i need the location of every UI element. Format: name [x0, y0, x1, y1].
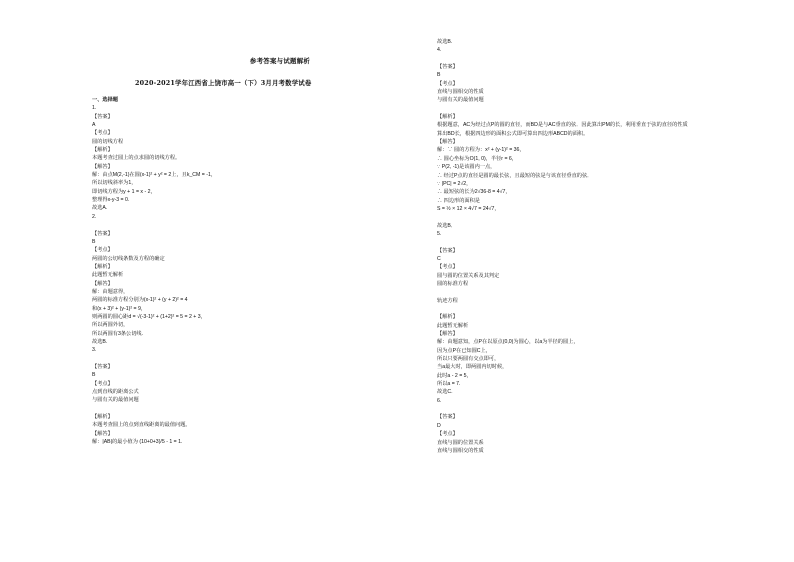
text-line: 解：∵ 圆的方程为：x² + (y-1)² = 36，	[437, 147, 525, 154]
text-line	[92, 221, 216, 229]
text-line: 【解答】	[437, 331, 458, 338]
text-line: 和(x + 3)² + (y-1)² = 9，	[92, 305, 147, 312]
text-line: 所以两圆有3条公切线.	[92, 330, 144, 337]
text-line: ∴ 圆心坐标为O(1, 0)，半径r = 6，	[437, 155, 517, 162]
text-line: 【解答】	[437, 139, 458, 146]
text-line: 【解答】	[92, 163, 113, 170]
document-title: 参考答案与试题解析	[249, 57, 311, 65]
text-line	[92, 405, 216, 413]
text-line: B	[92, 238, 96, 245]
text-line: 4.	[437, 47, 442, 54]
text-line: 解：|AB|的最小值为 (10+0+3)/5 - 1 = 1.	[92, 439, 183, 446]
text-line: ∴ 经过P点的直径是圆的最长弦，且最短的弦是与该直径垂直的弦．	[437, 172, 593, 179]
text-line: D	[437, 422, 441, 429]
text-line: 与圆有关的最值问题	[92, 397, 139, 404]
text-line: 所以两圆外切，	[92, 322, 129, 329]
text-line: 所以切线斜率为1，	[92, 180, 137, 187]
text-line: 【解答】	[92, 430, 113, 437]
text-line: 解：由点M(2,-1)在圆(x-1)² + y² = 2上，且k_CM = -1，	[92, 172, 217, 179]
text-line: 故选B.	[92, 338, 108, 345]
left-column	[92, 96, 216, 446]
text-line: 两圆的公切线条数及方程的确定	[92, 255, 165, 262]
text-line: 【解析】	[437, 114, 458, 121]
text-line: 【考点】	[92, 130, 113, 137]
text-line: 即切线方程为y + 1 = x - 2，	[92, 188, 156, 195]
text-line	[437, 305, 688, 313]
text-line	[437, 55, 688, 63]
text-line: 与圆有关的最值问题	[437, 97, 484, 104]
text-line: 算出BD长，根据四边形的面积公式即可算出四边形ABCD的面积。	[437, 130, 589, 137]
text-line: 【解答】	[92, 280, 113, 287]
text-line	[437, 105, 688, 113]
text-line: 则两圆的圆心距d = √(-3-1)² + (1+2)² = 5 = 2 + 3，	[92, 313, 206, 320]
text-line: 直线与圆相交的性质	[437, 89, 484, 96]
text-line: 因为点P在已知圆C上，	[437, 347, 491, 354]
text-line: 3.	[92, 347, 97, 354]
text-line: 解：由题意得，	[92, 288, 129, 295]
text-line: ∴ 四边形的面积是	[437, 197, 480, 204]
text-line: 1.	[92, 105, 97, 112]
text-line: 圆的切线方程	[92, 138, 124, 145]
text-line: ∵ |PC| = 2√2，	[437, 180, 472, 187]
text-line: 解：由题意知，点P在以原点(0,0)为圆心，以a为半径的圆上，	[437, 339, 579, 346]
text-line: A	[92, 122, 96, 129]
text-line: 2.	[92, 213, 97, 220]
text-line: 【答案】	[437, 64, 458, 71]
text-line: 整理得x-y-3 = 0.	[92, 197, 130, 204]
text-line: C	[437, 255, 441, 262]
text-line: 此题暂无解析	[437, 322, 469, 329]
text-line: 【考点】	[92, 380, 113, 387]
text-line: 【考点】	[92, 247, 113, 254]
text-line: 所以只要两圆有交点即可，	[437, 356, 500, 363]
text-line: 轨迹方程	[437, 297, 458, 304]
text-line: 此时a - 2 = 5，	[437, 372, 472, 379]
document-subtitle: 2020-2021学年江西省上饶市高一（下）3月月考数学试卷	[135, 79, 312, 87]
text-line: 根据题意，AC为经过点P的圆的直径，而BD是与AC垂直的弦．因此算出PM的长，利用垂直于弦的直径的性质	[437, 122, 688, 129]
text-line: 5.	[437, 230, 442, 237]
text-line: 直线与圆的位置关系	[437, 439, 484, 446]
text-line: 【解析】	[437, 314, 458, 321]
text-line: ∴ 最短弦的长为2√36-8 = 4√7，	[437, 189, 511, 196]
text-line: 本题考查圆上的点到直线距离的最值问题。	[92, 422, 191, 429]
text-line: 6.	[437, 397, 442, 404]
text-line: B	[437, 72, 441, 79]
text-line: 【答案】	[92, 364, 113, 370]
section-heading: 一、选择题	[92, 97, 118, 103]
text-line: 所以a = 7.	[437, 381, 461, 388]
text-line	[437, 213, 688, 221]
text-line: 圆与圆的位置关系及其判定	[437, 272, 500, 279]
text-line: 【答案】	[437, 247, 458, 254]
text-line: 故选B．	[437, 222, 457, 229]
text-line: 圆的标准方程	[437, 280, 469, 287]
text-line: 【考点】	[437, 264, 458, 271]
text-line: 点到直线的距离公式	[92, 389, 139, 396]
right-column	[437, 38, 688, 455]
text-line: B	[92, 372, 96, 379]
text-line: 【考点】	[437, 80, 458, 87]
text-line: S = ½ × 12 × 4√7 = 24√7，	[437, 205, 500, 212]
text-line	[437, 405, 688, 413]
text-line: 当a最大时，即两圆内切时候，	[437, 364, 508, 371]
text-line: 【答案】	[92, 230, 113, 237]
text-line: 【答案】	[92, 113, 113, 120]
text-line: 故选B.	[437, 39, 453, 45]
text-line: 故选C.	[437, 389, 453, 396]
text-line	[92, 355, 216, 363]
text-line	[437, 238, 688, 246]
text-line: 【考点】	[437, 431, 458, 438]
text-line	[437, 288, 688, 296]
text-line: 本题考查过圆上的点求圆的切线方程。	[92, 155, 181, 162]
text-line: 故选A.	[92, 205, 108, 212]
text-line: 【解析】	[92, 147, 113, 154]
text-line: 【解析】	[92, 263, 113, 270]
text-line: ∵ P(2, -1)是该圆内一点，	[437, 164, 496, 171]
text-line: 【答案】	[437, 414, 458, 421]
text-line: 此题暂无解析	[92, 272, 124, 279]
text-line: 【解析】	[92, 414, 113, 421]
text-line: 直线与圆相交的性质	[437, 447, 484, 454]
text-line: 两圆的标准方程分别为(x-1)² + (y + 2)² = 4	[92, 297, 188, 304]
